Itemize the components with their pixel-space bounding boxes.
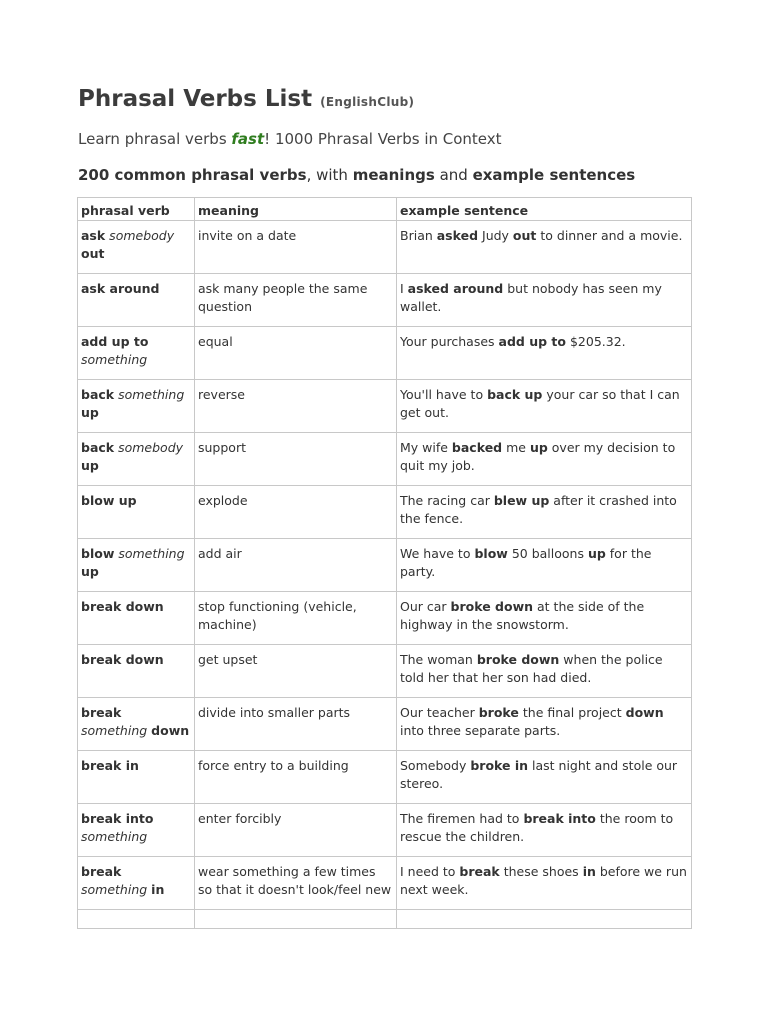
example-cell: [397, 433, 692, 486]
text-run: something: [81, 828, 148, 844]
subheading-part: and: [434, 166, 473, 184]
text-run: backed: [451, 440, 503, 455]
example-cell: [397, 380, 692, 433]
text-run: ask: [81, 228, 106, 243]
text-run: for the party.: [400, 546, 652, 579]
text-run: I need to: [400, 864, 460, 879]
meaning-cell: stop functioning (vehicle, machine): [195, 592, 397, 645]
example-cell: [397, 857, 692, 910]
table-row: [78, 804, 692, 857]
text-run: something: [81, 722, 152, 738]
text-run: back up: [487, 387, 543, 402]
text-run: the final project: [518, 705, 626, 720]
phrasal-verb-cell: [78, 751, 195, 804]
meaning-cell: support: [195, 433, 397, 486]
text-run: blow up: [81, 493, 137, 508]
text-run: The racing car: [400, 493, 494, 508]
table-row: [78, 486, 692, 539]
text-run: at the side of the highway in the snowstorm.: [400, 599, 645, 632]
text-run: blow: [474, 546, 508, 561]
page-title: [78, 86, 414, 112]
phrasal-verb-cell: [78, 433, 195, 486]
example-cell: [397, 751, 692, 804]
table-row: [78, 751, 692, 804]
example-cell: [397, 804, 692, 857]
text-run: something: [81, 881, 152, 897]
empty-cell: [397, 910, 692, 929]
text-run: Our teacher: [400, 705, 479, 720]
text-run: Our car: [400, 599, 451, 614]
subheading-part: 200 common phrasal verbs: [78, 166, 307, 184]
table-row: [78, 380, 692, 433]
column-header: meaning: [195, 198, 397, 221]
text-run: ask around: [81, 281, 160, 296]
example-cell: [397, 327, 692, 380]
text-run: into three separate parts.: [400, 722, 561, 738]
text-run: something: [114, 546, 185, 561]
text-run: My wife: [400, 440, 452, 455]
text-run: to dinner and a movie.: [536, 228, 683, 243]
text-run: up: [529, 440, 548, 455]
text-run: back: [81, 440, 115, 455]
example-cell: [397, 274, 692, 327]
text-run: these shoes: [499, 864, 583, 879]
text-run: broke: [478, 705, 519, 720]
empty-cell: [195, 910, 397, 929]
column-header: example sentence: [397, 198, 692, 221]
text-run: broke down: [450, 599, 534, 614]
text-run: up: [81, 457, 99, 473]
text-run: break down: [81, 599, 164, 614]
text-run: down: [625, 705, 664, 720]
meaning-cell: ask many people the same question: [195, 274, 397, 327]
table-row: [78, 698, 692, 751]
meaning-cell: add air: [195, 539, 397, 592]
table-row: [78, 539, 692, 592]
text-run: Brian: [400, 228, 437, 243]
phrasal-verb-cell: [78, 592, 195, 645]
table-row: [78, 327, 692, 380]
meaning-cell: explode: [195, 486, 397, 539]
title-source: (EnglishClub): [320, 95, 415, 109]
text-run: blow: [81, 546, 115, 561]
meaning-cell: equal: [195, 327, 397, 380]
example-cell: [397, 221, 692, 274]
text-run: 50 balloons: [507, 546, 588, 561]
text-run: the room to rescue the children.: [400, 811, 674, 844]
text-run: break: [81, 864, 122, 879]
example-cell: [397, 698, 692, 751]
text-run: but nobody has seen my wallet.: [400, 281, 662, 314]
text-run: broke in: [470, 758, 529, 773]
empty-cell: [78, 910, 195, 929]
text-run: in: [582, 864, 596, 879]
example-cell: [397, 486, 692, 539]
column-header: phrasal verb: [78, 198, 195, 221]
title-text: Phrasal Verbs List: [78, 86, 313, 112]
table-row: [78, 433, 692, 486]
intro-line: [78, 130, 502, 148]
text-run: up: [81, 563, 99, 579]
text-run: blew up: [493, 493, 550, 508]
text-run: me: [502, 440, 530, 455]
text-run: your car so that I can get out.: [400, 387, 680, 420]
text-run: break into: [523, 811, 596, 826]
phrasal-verb-cell: [78, 486, 195, 539]
example-cell: [397, 539, 692, 592]
text-run: down: [151, 722, 190, 738]
table-row: [78, 221, 692, 274]
meaning-cell: enter forcibly: [195, 804, 397, 857]
text-run: Your purchases: [400, 334, 499, 349]
text-run: when the police told her that her son had died.: [400, 652, 663, 685]
intro-prefix: Learn phrasal verbs: [78, 130, 232, 148]
text-run: $205.32.: [565, 334, 626, 349]
subheading-part: meanings: [352, 166, 435, 184]
phrasal-verb-cell: [78, 539, 195, 592]
text-run: break into: [81, 811, 154, 826]
intro-fast: fast: [231, 130, 265, 148]
example-cell: [397, 645, 692, 698]
text-run: last night and stole our stereo.: [400, 758, 678, 791]
text-run: up: [81, 404, 99, 420]
text-run: up: [587, 546, 606, 561]
text-run: something: [114, 387, 185, 402]
text-run: asked: [436, 228, 479, 243]
text-run: break: [81, 705, 122, 720]
subheading: [78, 166, 635, 184]
phrasal-verb-cell: [78, 698, 195, 751]
table-row: [78, 857, 692, 910]
table-row-continued: [78, 910, 692, 929]
meaning-cell: get upset: [195, 645, 397, 698]
text-run: somebody: [114, 440, 184, 455]
phrasal-verb-cell: [78, 804, 195, 857]
text-run: add up to: [498, 334, 566, 349]
meaning-cell: reverse: [195, 380, 397, 433]
text-run: asked around: [407, 281, 504, 296]
meaning-cell: divide into smaller parts: [195, 698, 397, 751]
text-run: Judy: [478, 228, 513, 243]
text-run: We have to: [400, 546, 475, 561]
table-row: [78, 645, 692, 698]
text-run: You'll have to: [400, 387, 488, 402]
phrasal-verb-cell: [78, 274, 195, 327]
text-run: break: [459, 864, 500, 879]
phrasal-verb-cell: [78, 221, 195, 274]
text-run: in: [151, 881, 165, 897]
text-run: somebody: [105, 228, 175, 243]
text-run: I: [400, 281, 408, 296]
text-run: break in: [81, 758, 139, 773]
text-run: back: [81, 387, 115, 402]
text-run: out: [512, 228, 537, 243]
meaning-cell: wear something a few times so that it doesn't look/feel new: [195, 857, 397, 910]
text-run: something: [81, 351, 148, 367]
text-run: Somebody: [400, 758, 471, 773]
subheading-part: example sentences: [472, 166, 636, 184]
text-run: The woman: [400, 652, 477, 667]
text-run: out: [81, 245, 105, 261]
meaning-cell: invite on a date: [195, 221, 397, 274]
phrasal-verb-cell: [78, 327, 195, 380]
text-run: after it crashed into the fence.: [400, 493, 677, 526]
text-run: broke down: [476, 652, 560, 667]
phrasal-verb-cell: [78, 645, 195, 698]
subheading-part: , with: [306, 166, 353, 184]
phrasal-verb-cell: [78, 380, 195, 433]
intro-suffix: ! 1000 Phrasal Verbs in Context: [264, 130, 502, 148]
phrasal-verb-cell: [78, 857, 195, 910]
table-header-row: [78, 198, 692, 221]
meaning-cell: force entry to a building: [195, 751, 397, 804]
text-run: before we run next week.: [400, 864, 687, 897]
text-run: over my decision to quit my job.: [400, 440, 676, 473]
text-run: add up to: [81, 334, 149, 349]
text-run: break down: [81, 652, 164, 667]
example-cell: [397, 592, 692, 645]
phrasal-verbs-table: [77, 197, 692, 929]
text-run: The firemen had to: [400, 811, 524, 826]
table-row: [78, 274, 692, 327]
table-row: [78, 592, 692, 645]
